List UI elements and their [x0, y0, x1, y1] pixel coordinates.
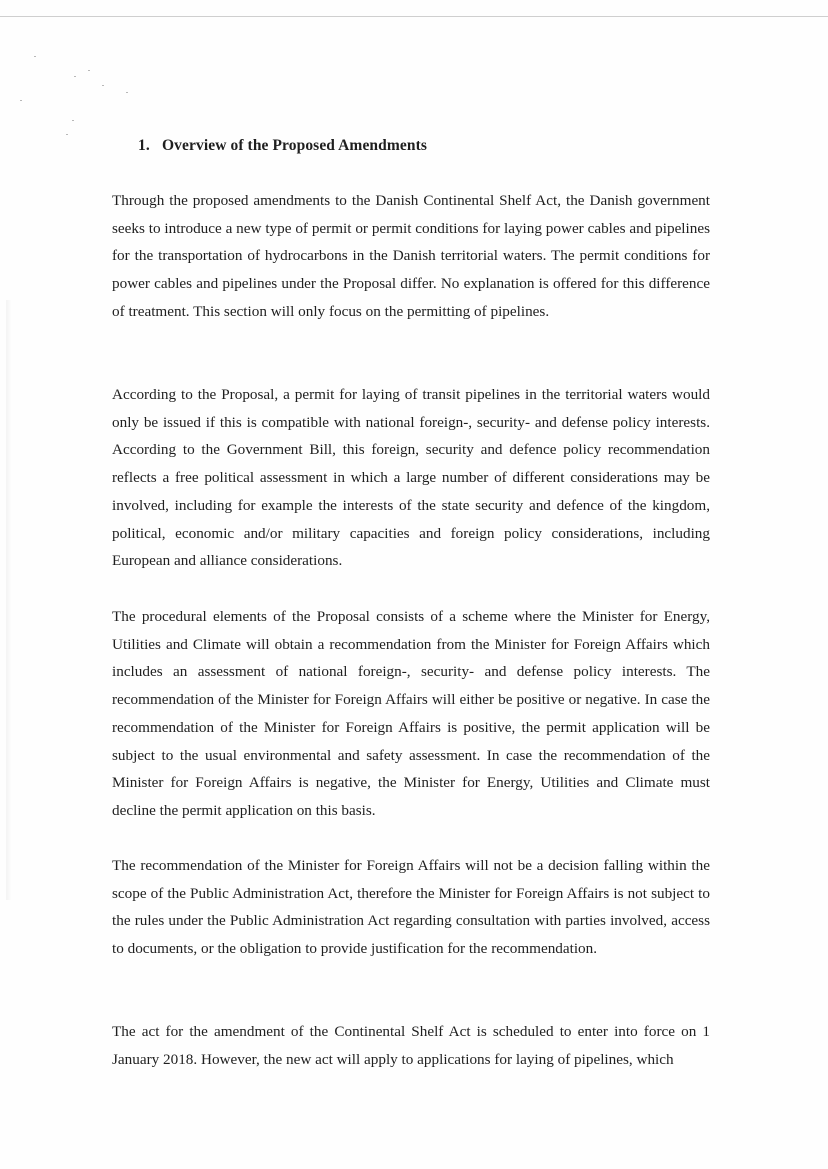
- scan-speck: [34, 56, 36, 57]
- scan-speck: [74, 76, 76, 77]
- section-number: 1.: [138, 137, 150, 154]
- scan-speck: [66, 134, 68, 135]
- paragraph-overview: Through the proposed amendments to the Danish Continental Shelf Act, the Danish government seeks to introduce a new type of permit or permit conditions for laying power cables and pipelines for the transportation of hydrocarbons in the Danish territorial waters. The permit conditions for power cables and pipelines under the Proposal differ. No explanation is offered for this difference of treatment. This section will only focus on the permitting of pipelines.: [112, 192, 710, 320]
- scan-speck: [72, 120, 74, 121]
- scan-speck: [88, 70, 90, 71]
- paragraph-permit-condition: According to the Proposal, a permit for laying of transit pipelines in the territorial waters would only be issued if this is compatible with national foreign-, security- and defense policy interests. According to the Government Bill, this foreign, security and defence policy recommendation reflects a free political assessment in which a large number of different considerations may be involved, including for example the interests of the state security and defence of the kingdom, political, economic and/or military capacities and foreign policy considerations, including European and alliance considerations.: [112, 386, 710, 570]
- scan-top-edge-line: [0, 16, 828, 17]
- scan-speck: [20, 100, 22, 101]
- section-heading: [138, 137, 427, 155]
- scan-left-edge-shadow: [6, 300, 12, 900]
- section-title: Overview of the Proposed Amendments: [162, 137, 427, 154]
- paragraph-administration-act: The recommendation of the Minister for Foreign Affairs will not be a decision falling within the scope of the Public Administration Act, therefore the Minister for Foreign Affairs is not subject to the rules under the Public Administration Act regarding consultation with parties involved, access to documents, or the obligation to provide justification for the recommendation.: [112, 857, 710, 958]
- paragraph-entry-into-force: The act for the amendment of the Continental Shelf Act is scheduled to enter into force on 1 January 2018. However, the new act will apply to applications for laying of pipelines, which: [112, 1023, 710, 1068]
- paragraph-procedure: The procedural elements of the Proposal consists of a scheme where the Minister for Energy, Utilities and Climate will obtain a recommendation from the Minister for Foreign Affairs which includes an assessment of national foreign-, security- and defense policy interests. The recommendation of the Minister for Foreign Affairs will either be positive or negative. In case the recommendation of the Minister for Foreign Affairs is positive, the permit application will be subject to the usual environmental and safety assessment. In case the recommendation of the Minister for Foreign Affairs is negative, the Minister for Energy, Utilities and Climate must decline the permit application on this basis.: [112, 608, 710, 819]
- scan-speck: [102, 85, 104, 86]
- scan-speck: [126, 92, 128, 93]
